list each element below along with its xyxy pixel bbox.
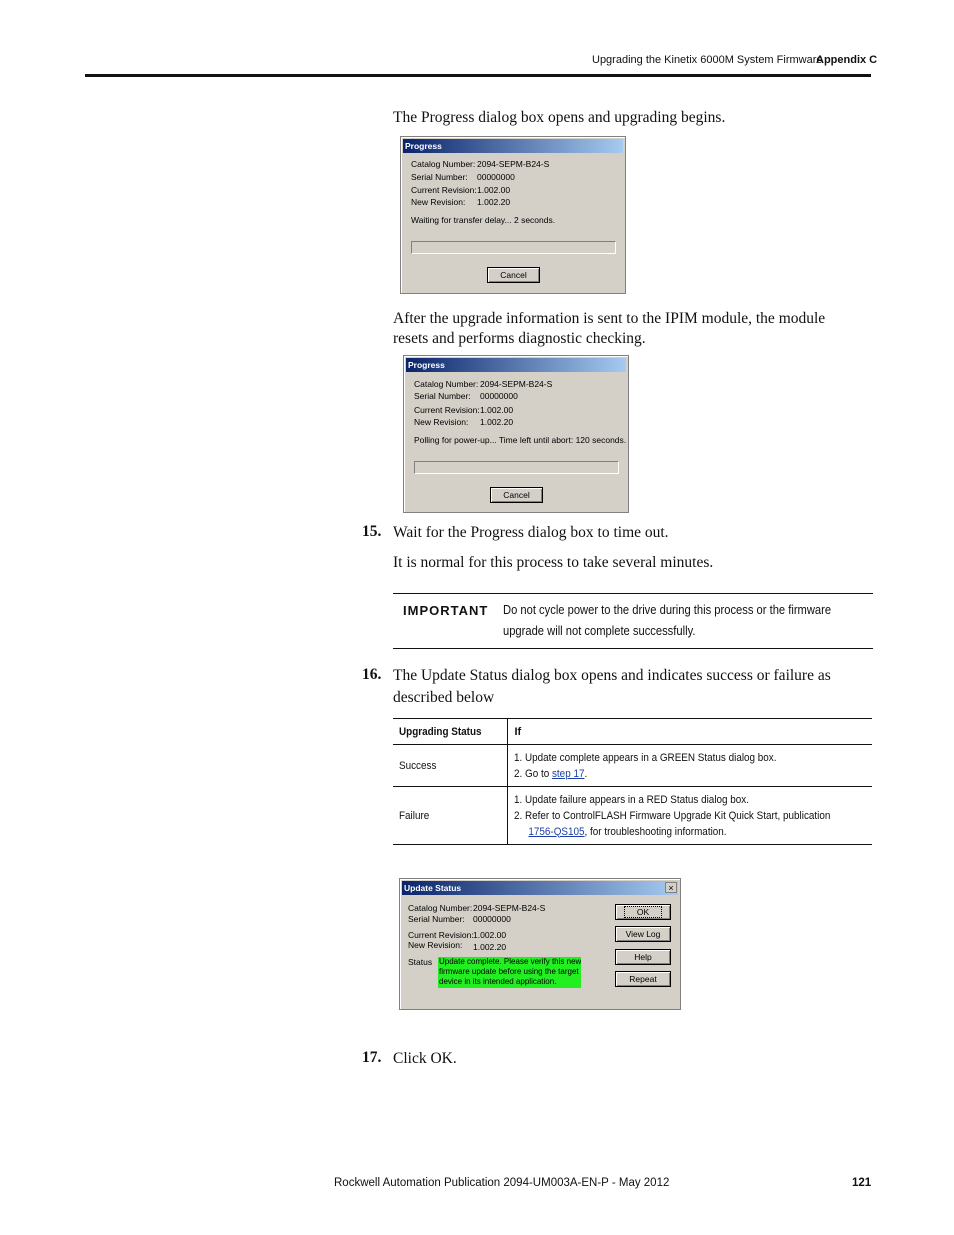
running-header-appendix: Appendix C <box>816 54 878 66</box>
close-icon[interactable]: × <box>665 882 677 893</box>
catalog-label: Catalog Number: <box>408 903 473 913</box>
new-rev-value: 1.002.20 <box>473 942 507 952</box>
progress-bar <box>414 461 619 474</box>
catalog-label: Catalog Number: <box>411 159 476 169</box>
success-item-2: 2. Go to step 17. <box>514 767 588 780</box>
failure-item-1: 1. Update failure appears in a RED Status dialog box. <box>514 793 750 806</box>
failure-instructions-cell <box>508 787 872 845</box>
current-rev-label: Current Revision: <box>411 185 477 195</box>
serial-label: Serial Number: <box>411 172 468 182</box>
step-15-number: 15. <box>362 523 382 540</box>
column-header-status: Upgrading Status <box>393 719 508 745</box>
step-16-number: 16. <box>362 666 382 683</box>
status-message-box: Update complete. Please verify this new firmware update before using the target device in its intended application. <box>439 957 581 986</box>
success-instructions-cell <box>508 745 872 787</box>
table-row <box>393 745 872 787</box>
important-line-2: upgrade will not complete successfully. <box>503 623 696 638</box>
current-rev-value: 1.002.00 <box>480 405 514 415</box>
progress-intro-text: The Progress dialog box opens and upgrading begins. <box>393 109 726 126</box>
status-success-cell: Success <box>393 745 508 787</box>
cancel-button[interactable]: Cancel <box>487 267 540 283</box>
progress-bar <box>411 241 616 254</box>
current-rev-value: 1.002.00 <box>477 185 511 195</box>
new-rev-value: 1.002.20 <box>480 417 514 427</box>
current-rev-label: Current Revision: <box>408 930 474 940</box>
reset-description-text: After the upgrade information is sent to the IPIM module, the module resets and performs diagnostic checking. <box>393 310 826 347</box>
catalog-value: 2094-SEPM-B24-S <box>473 903 546 913</box>
dialog-title: Progress <box>406 358 626 372</box>
important-line-1: Do not cycle power to the drive during this process or the firmware <box>503 602 832 617</box>
step-16-line-1: The Update Status dialog box opens and indicates success or failure as <box>393 667 831 684</box>
step-17-link[interactable]: step 17 <box>552 767 585 780</box>
running-header-title: Upgrading the Kinetix 6000M System Firmware <box>592 54 823 66</box>
status-failure-cell: Failure <box>393 787 508 845</box>
success-item-1: 1. Update complete appears in a GREEN Status dialog box. <box>514 751 777 764</box>
new-rev-value: 1.002.20 <box>477 197 511 207</box>
dialog-title: Progress <box>403 139 623 153</box>
footer-publication: Rockwell Automation Publication 2094-UM003A-EN-P - May 2012 <box>334 1177 670 1189</box>
step-15-text: Wait for the Progress dialog box to time out. <box>393 524 669 541</box>
step-15-note: It is normal for this process to take several minutes. <box>393 554 714 571</box>
dialog-title: Update Status <box>402 881 678 895</box>
help-button[interactable]: Help <box>615 949 671 965</box>
step-16-text <box>393 666 873 708</box>
progress-dialog-1 <box>400 136 626 294</box>
update-status-dialog <box>399 878 681 1010</box>
serial-value: 00000000 <box>477 172 515 182</box>
important-text <box>503 599 864 641</box>
catalog-value: 2094-SEPM-B24-S <box>477 159 550 169</box>
failure-item-2: 2. Refer to ControlFLASH Firmware Upgrade Kit Quick Start, publication <box>514 809 831 822</box>
serial-label: Serial Number: <box>408 914 465 924</box>
header-rule <box>85 74 871 77</box>
progress-status-text: Waiting for transfer delay... 2 seconds. <box>411 215 556 225</box>
catalog-value: 2094-SEPM-B24-S <box>480 379 553 389</box>
new-rev-label: New Revision: <box>408 940 463 950</box>
step-17-text: Click OK. <box>393 1050 457 1067</box>
new-rev-label: New Revision: <box>414 417 469 427</box>
publication-link[interactable]: 1756-QS105 <box>528 825 586 838</box>
current-rev-label: Current Revision: <box>414 405 480 415</box>
progress-dialog-2 <box>403 355 629 513</box>
serial-label: Serial Number: <box>414 391 471 401</box>
step-17-number: 17. <box>362 1049 382 1066</box>
new-rev-label: New Revision: <box>411 197 466 207</box>
column-header-if: If <box>508 719 872 745</box>
status-label: Status <box>408 957 433 967</box>
table-header-row <box>393 719 872 745</box>
table-row <box>393 787 872 845</box>
serial-value: 00000000 <box>480 391 518 401</box>
failure-item-2-cont: 1756-QS105, for troubleshooting information. <box>528 825 728 838</box>
view-log-button[interactable]: View Log <box>615 926 671 942</box>
current-rev-value: 1.002.00 <box>473 930 507 940</box>
catalog-label: Catalog Number: <box>414 379 479 389</box>
serial-value: 00000000 <box>473 914 511 924</box>
important-callout <box>393 593 873 649</box>
upgrade-status-table <box>393 718 872 845</box>
cancel-button[interactable]: Cancel <box>490 487 543 503</box>
ok-button[interactable]: OK <box>615 904 671 920</box>
important-label: IMPORTANT <box>403 603 489 618</box>
page-number: 121 <box>852 1177 872 1189</box>
repeat-button[interactable]: Repeat <box>615 971 671 987</box>
step-16-line-2: described below <box>393 689 495 706</box>
progress-status-text: Polling for power-up... Time left until abort: 120 seconds. <box>414 435 627 445</box>
